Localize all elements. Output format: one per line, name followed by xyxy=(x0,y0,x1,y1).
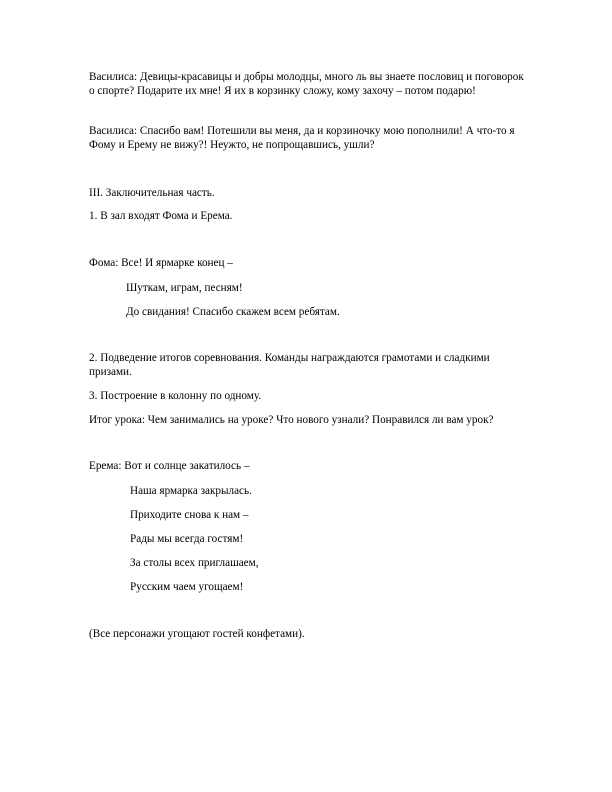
paragraph-results: 2. Подведение итогов соревнования. Команды награждаются грамотами и сладкими призами. xyxy=(89,352,490,378)
verse-erema-line-4: Рады мы всегда гостям! xyxy=(130,533,244,545)
paragraph-closing-note: (Все персонажи угощают гостей конфетами). xyxy=(89,628,305,640)
paragraph-line-up: 3. Построение в колонну по одному. xyxy=(89,390,262,402)
verse-erema-line-5: За столы всех приглашаем, xyxy=(130,557,259,569)
paragraph-lesson-summary: Итог урока: Чем занимались на уроке? Что нового узнали? Понравился ли вам урок? xyxy=(89,414,494,426)
verse-erema-line-6: Русским чаем угощаем! xyxy=(130,581,244,593)
paragraph-vasilisa-thanks: Василиса: Спасибо вам! Потешили вы меня, да и корзиночку мою пополнили! А что-то я Фому и Ерему не вижу?! Неужто, не попрощавшись, ушли? xyxy=(89,125,515,151)
section-heading-final-part: III. Заключительная часть. xyxy=(89,187,215,199)
paragraph-foma-erema-enter: 1. В зал входят Фома и Ерема. xyxy=(89,210,233,222)
verse-foma-line-2: Шуткам, играм, песням! xyxy=(126,282,243,294)
verse-erema-line-2: Наша ярмарка закрылась. xyxy=(130,485,252,497)
verse-foma-line-3: До свидания! Спасибо скажем всем ребятам. xyxy=(126,306,340,318)
paragraph-vasilisa-proverbs: Василиса: Девицы-красавицы и добры молодцы, много ль вы знаете пословиц и поговорок о спорте? Подарите их мне! Я их в корзинку сложу, кому захочу – потом подарю! xyxy=(89,71,524,97)
verse-erema-line-3: Приходите снова к нам – xyxy=(130,509,249,521)
verse-erema-line-1: Ерема: Вот и солнце закатилось – xyxy=(89,460,250,472)
verse-foma-line-1: Фома: Все! И ярмарке конец – xyxy=(89,257,233,269)
